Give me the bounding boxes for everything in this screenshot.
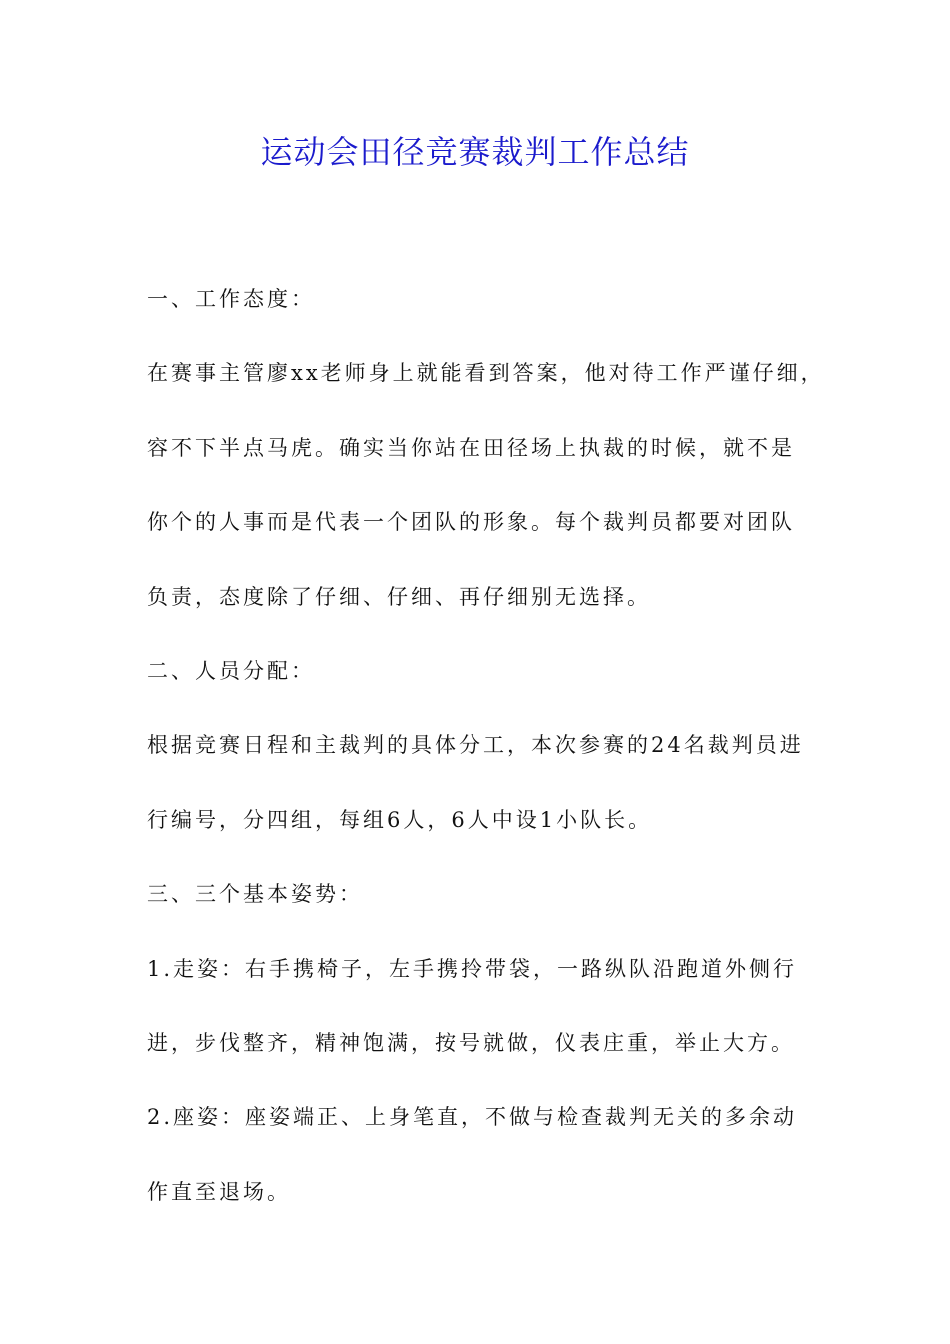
paragraph-line: 行编号，分四组，每组6人，6人中设1小队长。: [147, 807, 653, 832]
list-item-sitting: 2.座姿：座姿端正、上身笔直，不做与检查裁判无关的多余动: [147, 1105, 798, 1130]
paragraph-line: 你个的人事而是代表一个团队的形象。每个裁判员都要对团队: [147, 510, 795, 535]
paragraph-line: 在赛事主管廖xx老师身上就能看到答案，他对待工作严谨仔细，: [147, 361, 825, 386]
section-heading-staffing: 二、人员分配：: [147, 658, 315, 683]
document-title: 运动会田径竞赛裁判工作总结: [260, 133, 690, 171]
section-heading-postures: 三、三个基本姿势：: [147, 882, 363, 907]
list-item-walking: 1.走姿：右手携椅子，左手携拎带袋，一路纵队沿跑道外侧行: [147, 956, 798, 981]
paragraph-line: 作直至退场。: [147, 1179, 291, 1204]
section-heading-attitude: 一、工作态度：: [147, 287, 315, 311]
paragraph-line: 负责，态度除了仔细、仔细、再仔细别无选择。: [147, 584, 651, 609]
paragraph-line: 进，步伐整齐，精神饱满，按号就做，仪表庄重，举止大方。: [147, 1030, 795, 1055]
paragraph-line: 根据竞赛日程和主裁判的具体分工，本次参赛的24名裁判员进: [147, 733, 804, 758]
document-body: [147, 262, 847, 1229]
paragraph-line: 容不下半点马虎。确实当你站在田径场上执裁的时候，就不是: [147, 435, 795, 460]
